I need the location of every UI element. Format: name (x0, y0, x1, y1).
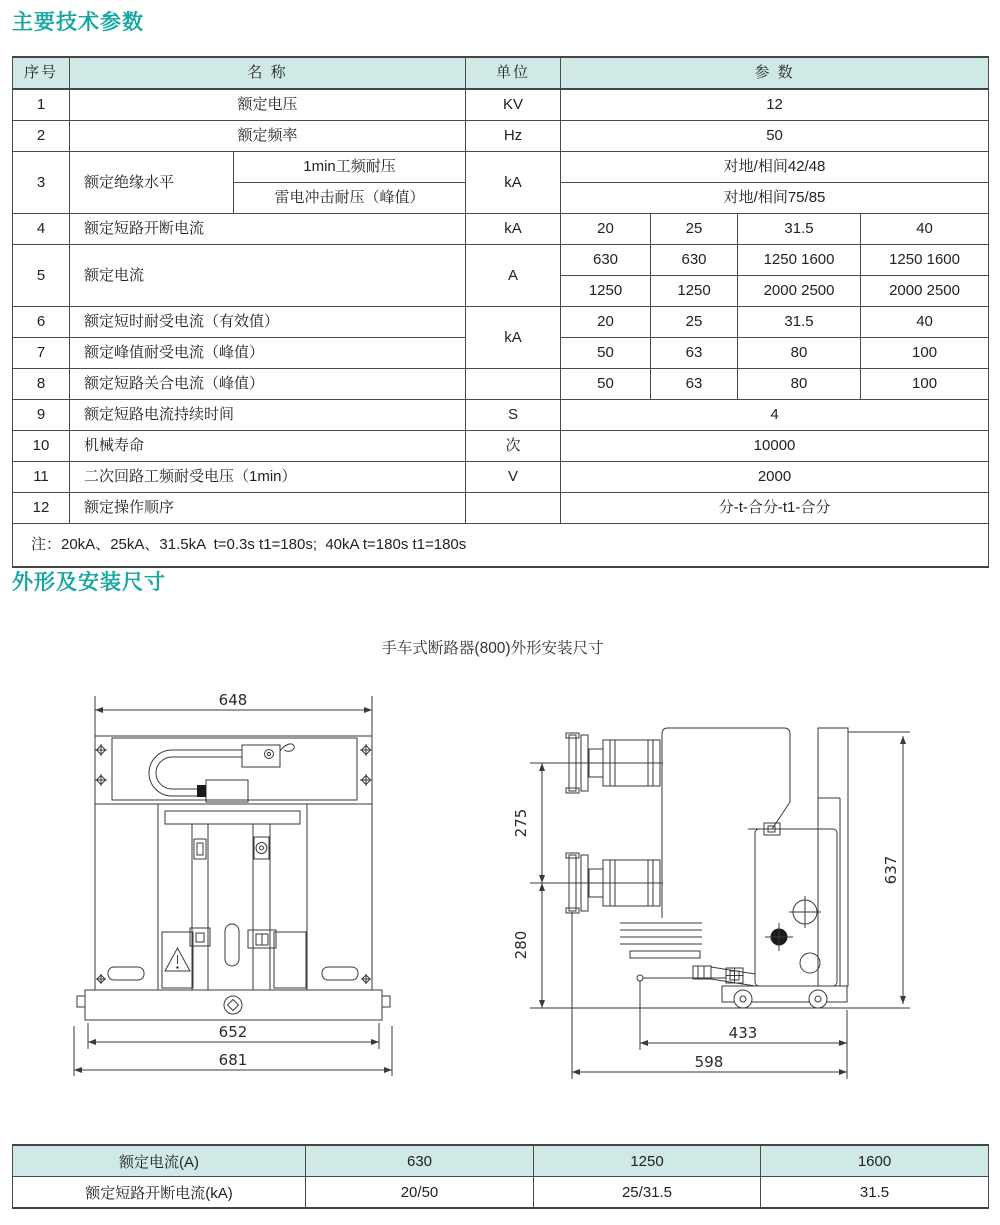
row-name: 额定电流 (70, 245, 466, 307)
row-value: 20 (561, 307, 651, 338)
row-value: 31.5 (738, 214, 861, 245)
dim-pole-spacing (512, 763, 545, 883)
row-value: 80 (738, 369, 861, 400)
screw-icon (361, 974, 371, 984)
row-value: 31.5 (738, 307, 861, 338)
row-name: 额定峰值耐受电流（峰值） (70, 338, 466, 369)
lower-bushing (530, 853, 663, 913)
col-header-unit: 单位 (466, 57, 561, 89)
base-beam (77, 990, 390, 1020)
screw-icon (360, 774, 372, 786)
row-no: 9 (13, 400, 70, 431)
ratings-table (12, 1144, 989, 1209)
row-unit (466, 369, 561, 400)
row-no: 11 (13, 462, 70, 493)
row-value: 10000 (561, 431, 989, 462)
row-no: 6 (13, 307, 70, 338)
screw-icon (96, 974, 106, 984)
row-name: 额定短路开断电流 (70, 214, 466, 245)
svg-text:637: 637 (882, 855, 900, 885)
row-value: 1250 (651, 276, 738, 307)
row-value: 1250 (561, 276, 651, 307)
row-name: 二次回路工频耐受电压（1min） (70, 462, 466, 493)
row-subname: 1min工频耐压 (234, 152, 466, 183)
row-no: 12 (13, 493, 70, 524)
row-value: 40 (861, 214, 989, 245)
ratings-header-label: 额定电流(A) (13, 1145, 306, 1177)
row-value: 对地/相间75/85 (561, 183, 989, 214)
table-row (13, 400, 989, 431)
section-title-parameters: 主要技术参数 (12, 11, 144, 34)
row-unit: 次 (466, 431, 561, 462)
row-value: 1250 1600 (738, 245, 861, 276)
row-value: 100 (861, 369, 989, 400)
table-row (13, 214, 989, 245)
spec-header-row (13, 57, 989, 89)
dim-total-height (848, 732, 910, 1004)
row-subname: 雷电冲击耐压（峰值） (234, 183, 466, 214)
row-no: 2 (13, 121, 70, 152)
row-no: 4 (13, 214, 70, 245)
table-row (13, 245, 989, 276)
ratings-header-row (13, 1145, 989, 1177)
row-value: 1250 1600 (861, 245, 989, 276)
svg-text:652: 652 (218, 1023, 248, 1041)
ratings-row-value: 31.5 (761, 1177, 989, 1209)
row-name: 额定频率 (70, 121, 466, 152)
row-value: 50 (561, 338, 651, 369)
breaker-side-body (620, 728, 848, 986)
row-value: 25 (651, 214, 738, 245)
dim-lower-height (512, 883, 545, 1008)
col-header-name: 名 称 (70, 57, 466, 89)
svg-text:433: 433 (728, 1024, 758, 1042)
spec-table (12, 56, 989, 568)
col-header-param: 参 数 (561, 57, 989, 89)
row-value: 63 (651, 338, 738, 369)
row-unit: S (466, 400, 561, 431)
row-name: 额定短路电流持续时间 (70, 400, 466, 431)
row-value: 分-t-合分-t1-合分 (561, 493, 989, 524)
table-row (13, 307, 989, 338)
row-unit: kA (466, 152, 561, 214)
table-row (13, 369, 989, 400)
table-note: 注：20kA、25kA、31.5kA t=0.3s t1=180s; 40kA t=180s t1=180s (13, 524, 989, 568)
row-value: 50 (561, 121, 989, 152)
row-value: 630 (561, 245, 651, 276)
row-no: 8 (13, 369, 70, 400)
table-row (13, 493, 989, 524)
dim-top-width (95, 691, 372, 736)
breaker-body (95, 804, 372, 990)
row-value: 40 (861, 307, 989, 338)
ratings-row-value: 25/31.5 (534, 1177, 761, 1209)
row-unit: kA (466, 307, 561, 369)
table-row (13, 462, 989, 493)
row-unit: V (466, 462, 561, 493)
screw-icon (95, 774, 107, 786)
row-unit: A (466, 245, 561, 307)
row-value: 100 (861, 338, 989, 369)
row-value: 12 (561, 89, 989, 121)
table-row (13, 431, 989, 462)
svg-text:280: 280 (512, 930, 530, 960)
ratings-row-value: 20/50 (306, 1177, 534, 1209)
cable-assembly (149, 744, 294, 802)
row-value: 对地/相间42/48 (561, 152, 989, 183)
row-value: 63 (651, 369, 738, 400)
wheel-carriage (722, 986, 847, 1008)
row-name: 额定电压 (70, 89, 466, 121)
warning-triangle-icon (165, 948, 190, 971)
row-value: 80 (738, 338, 861, 369)
row-value: 2000 2500 (738, 276, 861, 307)
row-value: 25 (651, 307, 738, 338)
row-value: 20 (561, 214, 651, 245)
section-title-dimensions: 外形及安装尺寸 (12, 571, 166, 594)
row-value: 2000 2500 (861, 276, 989, 307)
dim-overall-depth (572, 912, 847, 1079)
row-name: 额定绝缘水平 (70, 152, 234, 214)
screw-icon (360, 744, 372, 756)
front-view-drawing (60, 690, 400, 1090)
row-no: 1 (13, 89, 70, 121)
row-unit (466, 493, 561, 524)
svg-text:648: 648 (218, 691, 248, 709)
row-unit: Hz (466, 121, 561, 152)
svg-text:681: 681 (218, 1051, 248, 1069)
row-value: 630 (651, 245, 738, 276)
row-name: 额定短时耐受电流（有效值） (70, 307, 466, 338)
table-row (13, 89, 989, 121)
ratings-data-row (13, 1177, 989, 1209)
row-unit: KV (466, 89, 561, 121)
svg-text:275: 275 (512, 808, 530, 838)
row-value: 2000 (561, 462, 989, 493)
row-no: 5 (13, 245, 70, 307)
row-no: 7 (13, 338, 70, 369)
drawing-caption: 手车式断路器(800)外形安装尺寸 (381, 640, 604, 657)
row-name: 额定操作顺序 (70, 493, 466, 524)
ratings-row-label: 额定短路开断电流(kA) (13, 1177, 306, 1209)
row-value: 50 (561, 369, 651, 400)
top-panel (95, 736, 372, 804)
screw-icon (95, 744, 107, 756)
row-value: 4 (561, 400, 989, 431)
svg-text:598: 598 (694, 1053, 724, 1071)
row-no: 10 (13, 431, 70, 462)
table-note-row (13, 524, 989, 568)
row-no: 3 (13, 152, 70, 214)
table-row (13, 152, 989, 183)
ratings-header-value: 1600 (761, 1145, 989, 1177)
row-unit: kA (466, 214, 561, 245)
side-view-drawing (490, 690, 920, 1090)
ratings-header-value: 630 (306, 1145, 534, 1177)
dim-base-width (88, 1023, 379, 1049)
ratings-header-value: 1250 (534, 1145, 761, 1177)
row-name: 机械寿命 (70, 431, 466, 462)
upper-bushing (530, 733, 663, 793)
row-name: 额定短路关合电流（峰值） (70, 369, 466, 400)
col-header-no: 序号 (13, 57, 70, 89)
table-row (13, 121, 989, 152)
